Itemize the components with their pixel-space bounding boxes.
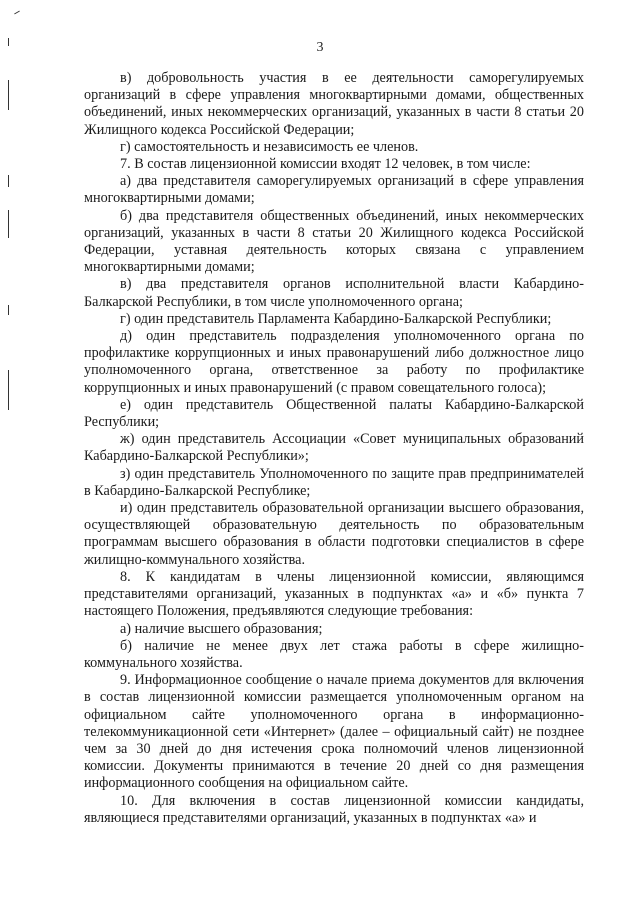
paragraph: б) наличие не менее двух лет стажа работы в сфере жилищно-коммунального хозяйства.	[84, 637, 584, 671]
paragraph: в) два представителя органов исполнительной власти Кабардино-Балкарской Республики, в том числе уполномоченного органа;	[84, 276, 584, 310]
paragraph: в) добровольность участия в ее деятельности саморегулируемых организаций в сфере управления многоквартирными домами, общественных объединений, иных некоммерческих организаций, указанных в части 8 статьи 20 Жилищного кодекса Российской Федерации;	[84, 70, 584, 138]
paragraph: 10. Для включения в состав лицензионной комиссии кандидаты, являющиеся представителями организаций, указанных в подпунктах «а» и	[84, 792, 584, 826]
paragraph: а) наличие высшего образования;	[120, 620, 323, 637]
scan-artifact	[14, 11, 20, 15]
paragraph: д) один представитель подразделения уполномоченного органа по профилактике коррупционных и иных правонарушений либо должностное лицо уполномоченного органа, ответственное за работу по профилактике коррупционных и иных правонарушений (с правом совещательного голоса);	[84, 328, 584, 396]
scan-artifact	[8, 175, 9, 187]
paragraph: г) самостоятельность и независимость ее членов.	[120, 138, 419, 155]
scan-artifact	[8, 305, 9, 315]
document-body	[84, 70, 584, 827]
paragraph: з) один представитель Уполномоченного по защите прав предпринимателей в Кабардино-Балкарской Республике;	[84, 465, 584, 499]
paragraph: ж) один представитель Ассоциации «Совет муниципальных образований Кабардино-Балкарской Республики»;	[84, 431, 584, 465]
paragraph: а) два представителя саморегулируемых организаций в сфере управления многоквартирными домами;	[84, 173, 584, 207]
paragraph: 9. Информационное сообщение о начале приема документов для включения в состав лицензионной комиссии размещается уполномоченным органом на официальном сайте уполномоченного органа в информационно-телекоммуникационной сети «Интернет» (далее – официальный сайт) не позднее чем за 30 дней до дня истечения срока полномочий членов лицензионной комиссии. Документы принимаются в течение 20 дней со дня размещения информационного сообщения на официальном сайте.	[84, 672, 584, 792]
paragraph: б) два представителя общественных объединений, иных некоммерческих организаций, указанных в части 8 статьи 20 Жилищного кодекса Российской Федерации, уставная деятельность которых связана с управлением многоквартирными домами;	[84, 207, 584, 276]
scan-artifact	[8, 80, 9, 110]
paragraph: г) один представитель Парламента Кабардино-Балкарской Республики;	[120, 310, 552, 327]
paragraph: и) один представитель образовательной организации высшего образования, осуществляющей образовательную деятельность по образовательным программам высшего образования в области подготовки специалистов в сфере жилищно-коммунального хозяйства.	[84, 500, 584, 568]
paragraph: 7. В состав лицензионной комиссии входят 12 человек, в том числе:	[120, 156, 531, 173]
paragraph: е) один представитель Общественной палаты Кабардино-Балкарской Республики;	[84, 396, 584, 431]
scan-artifact	[8, 210, 9, 238]
paragraph: 8. К кандидатам в члены лицензионной комиссии, являющимся представителями организаций, указанных в подпунктах «а» и «б» пункта 7 настоящего Положения, предъявляются следующие требования:	[84, 568, 584, 620]
scan-artifact	[8, 370, 9, 410]
page-number: 3	[316, 40, 324, 55]
